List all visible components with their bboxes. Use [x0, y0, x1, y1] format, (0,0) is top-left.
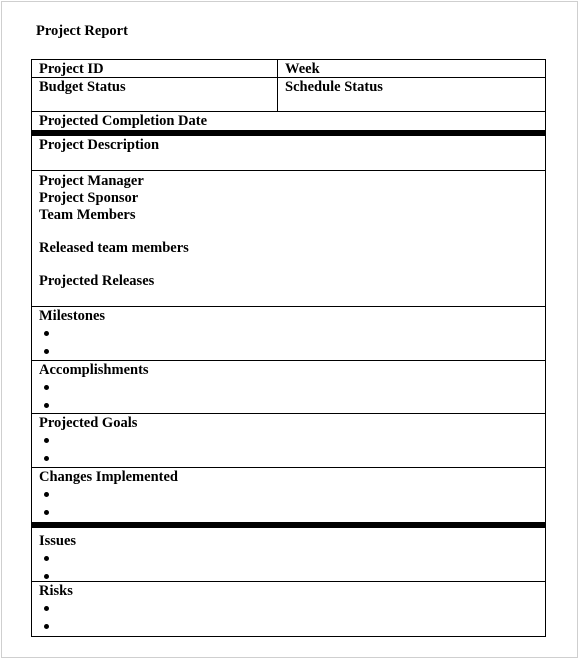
bullet-item	[41, 450, 538, 468]
accomplishments-bullet-list	[39, 379, 538, 415]
projected-goals-bullet-list	[39, 432, 538, 468]
section-projected-goals	[32, 414, 545, 468]
issues-bullet-list	[39, 550, 538, 586]
label-team-members: Team Members	[39, 207, 136, 223]
bullet-item	[41, 325, 538, 343]
label-project-manager: Project Manager	[39, 173, 144, 189]
changes-bullet-list	[39, 486, 538, 522]
label-milestones: Milestones	[39, 308, 106, 324]
label-projected-goals: Projected Goals	[39, 415, 138, 431]
label-released-team-members: Released team members	[39, 240, 189, 256]
section-accomplishments	[32, 361, 545, 414]
label-issues: Issues	[39, 533, 77, 549]
bullet-item	[41, 379, 538, 397]
label-project-description: Project Description	[39, 137, 160, 153]
row-people	[32, 171, 545, 307]
bullet-item	[41, 486, 538, 504]
label-schedule-status: Schedule Status	[285, 79, 383, 95]
section-milestones	[32, 307, 545, 361]
row-projected-completion	[32, 112, 545, 136]
section-issues	[32, 528, 545, 582]
bullet-item	[41, 600, 538, 618]
row-project-description	[32, 136, 545, 171]
label-project-id: Project ID	[39, 61, 104, 77]
row-budget-schedule	[32, 78, 545, 112]
risks-bullet-list	[39, 600, 538, 636]
bullet-item	[41, 343, 538, 361]
document-title: Project Report	[36, 23, 128, 39]
label-changes-implemented: Changes Implemented	[39, 469, 178, 485]
cell-week	[278, 60, 545, 77]
section-risks	[32, 582, 545, 636]
bullet-item	[41, 550, 538, 568]
bullet-item	[41, 618, 538, 636]
bullet-item	[41, 504, 538, 522]
cell-budget-status	[32, 78, 278, 111]
report-table	[31, 59, 546, 637]
cell-project-id	[32, 60, 278, 77]
row-project-id-week	[32, 60, 545, 78]
cell-schedule-status	[278, 78, 545, 111]
label-risks: Risks	[39, 583, 73, 599]
label-projected-completion-date: Projected Completion Date	[39, 113, 208, 129]
section-changes-implemented	[32, 468, 545, 528]
label-project-sponsor: Project Sponsor	[39, 190, 139, 206]
label-budget-status: Budget Status	[39, 79, 126, 95]
bullet-item	[41, 397, 538, 415]
label-week: Week	[285, 61, 320, 77]
document-page	[1, 1, 578, 658]
label-accomplishments: Accomplishments	[39, 362, 149, 378]
milestones-bullet-list	[39, 325, 538, 361]
bullet-item	[41, 432, 538, 450]
label-projected-releases: Projected Releases	[39, 273, 155, 289]
